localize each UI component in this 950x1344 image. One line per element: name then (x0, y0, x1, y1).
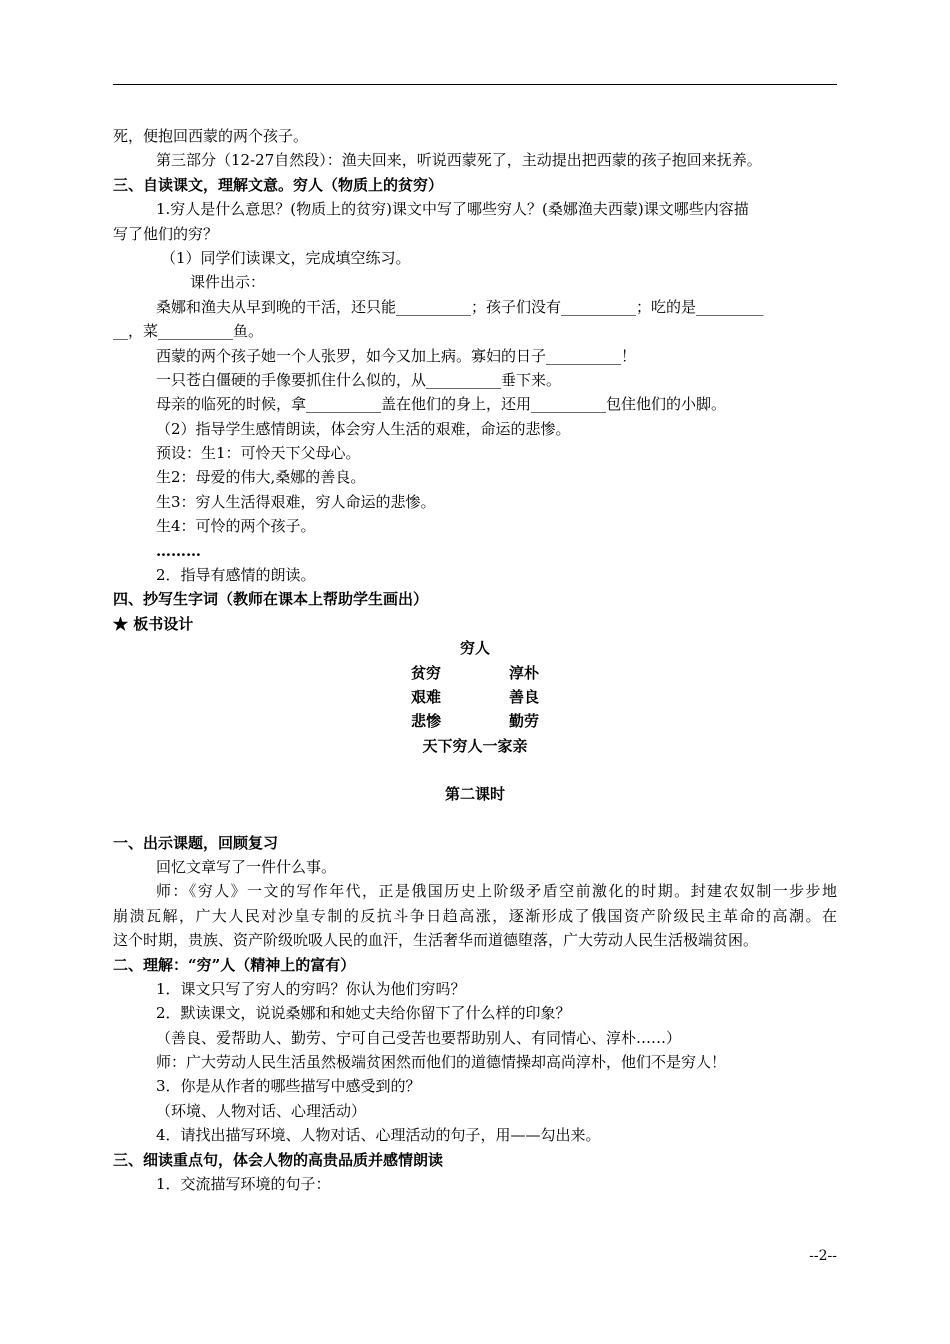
fill-blank-line: 桑娜和渔夫从早到晚的干活，还只能__________；孩子们没有__________；吃的是_________ (156, 297, 764, 316)
text-line: （1）同学们读课文，完成填空练习。 (161, 248, 411, 267)
text-line: 1．交流描写环境的句子： (156, 1175, 331, 1194)
text-line: 写了他们的穷？ (113, 224, 219, 243)
text-line: （2）指导学生感情朗读，体会穷人生活的艰难，命运的悲惨。 (156, 419, 571, 438)
text-line: 死，便抱回西蒙的两个孩子。 (113, 127, 309, 145)
fill-blank-line: 西蒙的两个孩子她一个人张罗，如今又加上病。寡妇的日子__________！ (156, 346, 637, 365)
fill-blank-line: 母亲的临死的时候，拿__________盖在他们的身上，还用__________包住他们的小脚。 (156, 395, 727, 414)
page-body (113, 124, 837, 1196)
section-heading: 三、自读课文，理解文意。穷人（物质上的贫穷） (113, 175, 444, 194)
section-heading: 三、细读重点句，体会人物的高贵品质并感情朗读 (113, 1150, 444, 1169)
board-cell: 善良 (508, 687, 539, 706)
text-line: 崩溃瓦解，广大人民对沙皇专制的反抗斗争日趋高涨，逐渐形成了俄国资产阶级民主革命的高潮。在 (113, 906, 837, 925)
ellipsis-line: ……… (156, 541, 201, 560)
board-row (375, 661, 575, 685)
text-line: （环境、人物对话、心理活动） (156, 1101, 367, 1120)
text-line: 课件出示： (190, 273, 266, 292)
blackboard-design (375, 636, 575, 758)
text-line: 回忆文章写了一件什么事。 (156, 857, 337, 876)
section-heading: 四、抄写生字词（教师在课本上帮助学生画出） (113, 590, 429, 609)
board-row (375, 685, 575, 709)
text-line: 师：《穷人》一文的写作年代，正是俄国历史上阶级矛盾空前激化的时期。封建农奴制一步步地 (156, 882, 837, 901)
board-title: 穷人 (459, 639, 490, 658)
text-line: 4．请找出描写环境、人物对话、心理活动的句子，用——勾出来。 (156, 1126, 601, 1145)
text-line: 第三部分（12-27自然段）：渔夫回来，听说西蒙死了，主动提出把西蒙的孩子抱回来抚养。 (156, 151, 762, 170)
section-heading: 一、出示课题，回顾复习 (113, 833, 279, 852)
text-line: 2．默读课文，说说桑娜和和她丈夫给你留下了什么样的印象？ (156, 1004, 571, 1023)
fill-blank-line: 一只苍白僵硬的手像要抓住什么似的，从__________垂下来。 (156, 370, 562, 389)
text-line: 生4：可怜的两个孩子。 (156, 517, 316, 536)
text-line: 1．课文只写了穷人的穷吗？你认为他们穷吗？ (156, 979, 466, 998)
text-line: 2．指导有感情的朗读。 (156, 566, 316, 585)
text-line: 师：广大劳动人民生活虽然极端贫困然而他们的道德情操却高尚淳朴，他们不是穷人！ (156, 1053, 727, 1072)
page-number: --2-- (809, 1248, 837, 1264)
board-cell: 勤劳 (508, 712, 539, 731)
board-cell: 淳朴 (508, 663, 539, 682)
text-line: 生3：穷人生活得艰难，穷人命运的悲惨。 (156, 492, 436, 511)
text-line: 生2：母爱的伟大,桑娜的善良。 (156, 468, 366, 487)
board-footer: 天下穷人一家亲 (422, 736, 528, 755)
board-cell: 悲惨 (411, 712, 442, 731)
text-line: 3．你是从作者的哪些描写中感受到的？ (156, 1077, 421, 1096)
board-cell: 贫穷 (411, 663, 442, 682)
board-design-heading: ★ 板书设计 (113, 614, 194, 633)
text-line: 1.穷人是什么意思？(物质上的贫穷)课文中写了哪些穷人？(桑娜渔夫西蒙)课文哪些内容描 (156, 200, 749, 219)
header-rule (113, 84, 837, 85)
board-row (375, 709, 575, 733)
board-cell: 艰难 (411, 687, 442, 706)
section-heading: 二、理解：“穷”人（精神上的富有） (113, 955, 356, 974)
text-line: 预设：生1：可怜天下父母心。 (156, 444, 361, 463)
text-line: （善良、爱帮助人、勤劳、宁可自己受苦也要帮助别人、有同情心、淳朴……） (156, 1028, 682, 1047)
fill-blank-line: __，菜__________鱼。 (113, 322, 264, 341)
text-line: 这个时期，贵族、资产阶级吮吸人民的血汗，生活奢华而道德堕落，广大劳动人民生活极端贫困。 (113, 931, 759, 950)
lesson-title: 第二课时 (444, 785, 505, 804)
